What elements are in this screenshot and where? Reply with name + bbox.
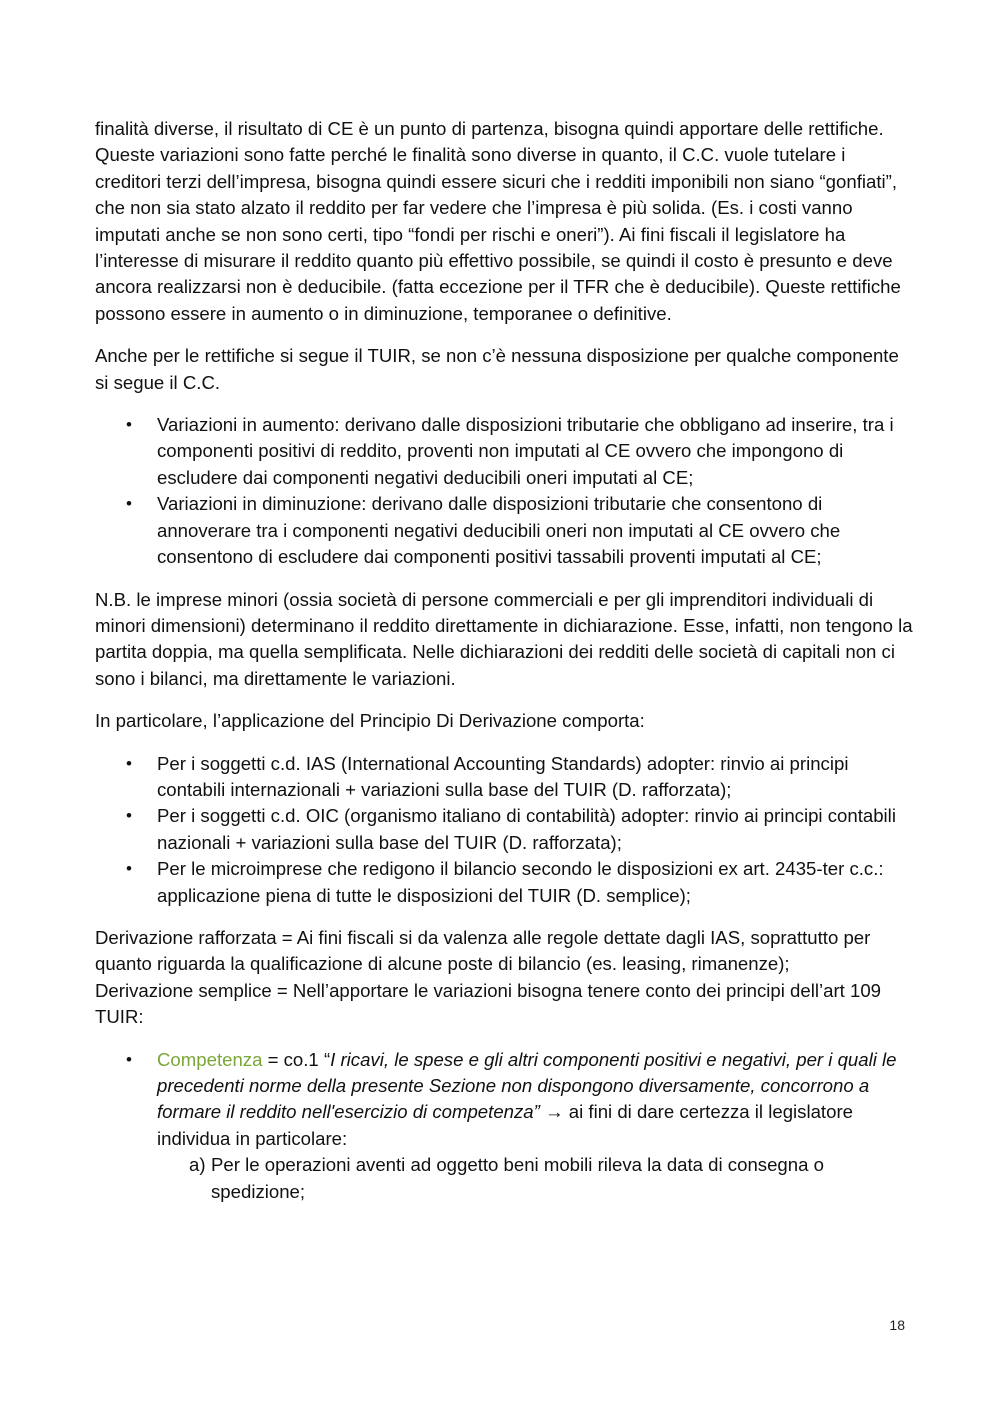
paragraph-tuir: Anche per le rettifiche si segue il TUIR, se non c’è nessuna disposizione per qualche componente si segue il C.C. xyxy=(95,345,899,393)
bullet-icon: • xyxy=(126,415,132,435)
bullet-icon: • xyxy=(126,859,132,879)
document-body xyxy=(95,116,915,1221)
list-item: • Per i soggetti c.d. IAS (International Accounting Standards) adopter: rinvio ai principi contabili internazionali + variazioni sulla base del TUIR (D. rafforzata); xyxy=(126,752,849,800)
list-competenza xyxy=(95,1047,915,1205)
list-item: • Per le microimprese che redigono il bilancio secondo le disposizioni ex art. 2435-ter c.c.: applicazione piena di tutte le disposizioni del TUIR (D. semplice); xyxy=(126,858,884,906)
paragraph-rettifiche: finalità diverse, il risultato di CE è un punto di partenza, bisogna quindi apportare delle rettifiche. Queste variazioni sono fatte perché le finalità sono diverse in quanto, il C.C. vuole tutelare i creditori terzi dell’impresa, bisogna quindi essere sicuri che i redditi imponibili non siano “gonfiati”, che non sia stato alzato il reddito per far vedere che l’impresa è più solida. (Es. i costi vanno imputati anche se non sono certi, tipo “fondi per rischi e oneri”). Ai fini fiscali il legislatore ha l’interesse di misurare il reddito quanto più effettivo possibile, se quindi il costo è presunto e deve ancora realizzarsi non è deducibile. (fatta eccezione per il TFR che è deducibile). Queste rettifiche possono essere in aumento o in diminuzione, temporanee o definitive. xyxy=(95,118,901,324)
paragraph-derivazione xyxy=(95,925,915,1031)
list-item: • Per i soggetti c.d. OIC (organismo italiano di contabilità) adopter: rinvio ai principi contabili nazionali + variazioni sulla base del TUIR (D. rafforzata); xyxy=(126,805,896,853)
sublist-item: a) Per le operazioni aventi ad oggetto beni mobili rileva la data di consegna o spedizione; xyxy=(189,1154,824,1202)
competenza-term: Competenza xyxy=(157,1048,263,1070)
paragraph-nb: N.B. le imprese minori (ossia società di persone commerciali e per gli imprenditori individuali di minori dimensioni) determinano il reddito direttamente in dichiarazione. Esse, infatti, non tengono la partita doppia, ma quella semplificata. Nelle dichiarazioni dei redditi delle società di capitali non ci sono i bilanci, ma direttamente le variazioni. xyxy=(95,588,913,689)
list-variazioni xyxy=(95,412,915,570)
sublist-competenza xyxy=(157,1152,915,1205)
bullet-icon: • xyxy=(126,806,132,826)
bullet-icon: • xyxy=(126,1049,132,1069)
list-item: • Variazioni in aumento: derivano dalle disposizioni tributarie che obbligano ad inserire, tra i componenti positivi di reddito, proventi non imputati al CE ovvero che impongono di escludere dai componenti negativi deducibili oneri imputati al CE; xyxy=(126,414,894,488)
page-number: 18 xyxy=(889,1317,905,1333)
list-soggetti xyxy=(95,751,915,909)
paragraph-derivazione-intro: In particolare, l’applicazione del Principio Di Derivazione comporta: xyxy=(95,710,645,732)
list-item-competenza: • Competenza = co.1 “I ricavi, le spese e gli altri componenti positivi e negativi, per i quali le precedenti norme della presente Sezione non dispongono diversamente, concorrono a formare il reddito nell'esercizio di competenza” → ai fini di dare certezza il legislatore individua in particolare: a) Per le operazioni aventi ad oggetto beni mobili rileva la data di consegna o spedizione; xyxy=(95,1047,915,1205)
bullet-icon: • xyxy=(126,753,132,773)
competenza-quote: I ricavi, le spese e gli altri componenti positivi e negativi, per i quali le precedenti norme della presente Sezione non dispongono diversamente, concorrono a formare il reddito nell'esercizio di competenza” xyxy=(157,1048,897,1123)
derivazione-rafforzata: Derivazione rafforzata = Ai fini fiscali si da valenza alle regole dettate dagli IAS, soprattutto per quanto riguarda la qualificazione di alcune poste di bilancio (es. leasing, rimanenze); xyxy=(95,926,871,975)
bullet-icon: • xyxy=(126,494,132,514)
list-item: • Variazioni in diminuzione: derivano dalle disposizioni tributarie che consentono di annoverare tra i componenti negativi deducibili oneri non imputati al CE ovvero che consentono di escludere dai componenti positivi tassabili proventi imputati al CE; xyxy=(126,493,841,568)
derivazione-semplice: Derivazione semplice = Nell’apportare le variazioni bisogna tenere conto dei principi dell’art 109 TUIR: xyxy=(95,979,882,1028)
arrow-right-icon: → xyxy=(539,1101,569,1123)
